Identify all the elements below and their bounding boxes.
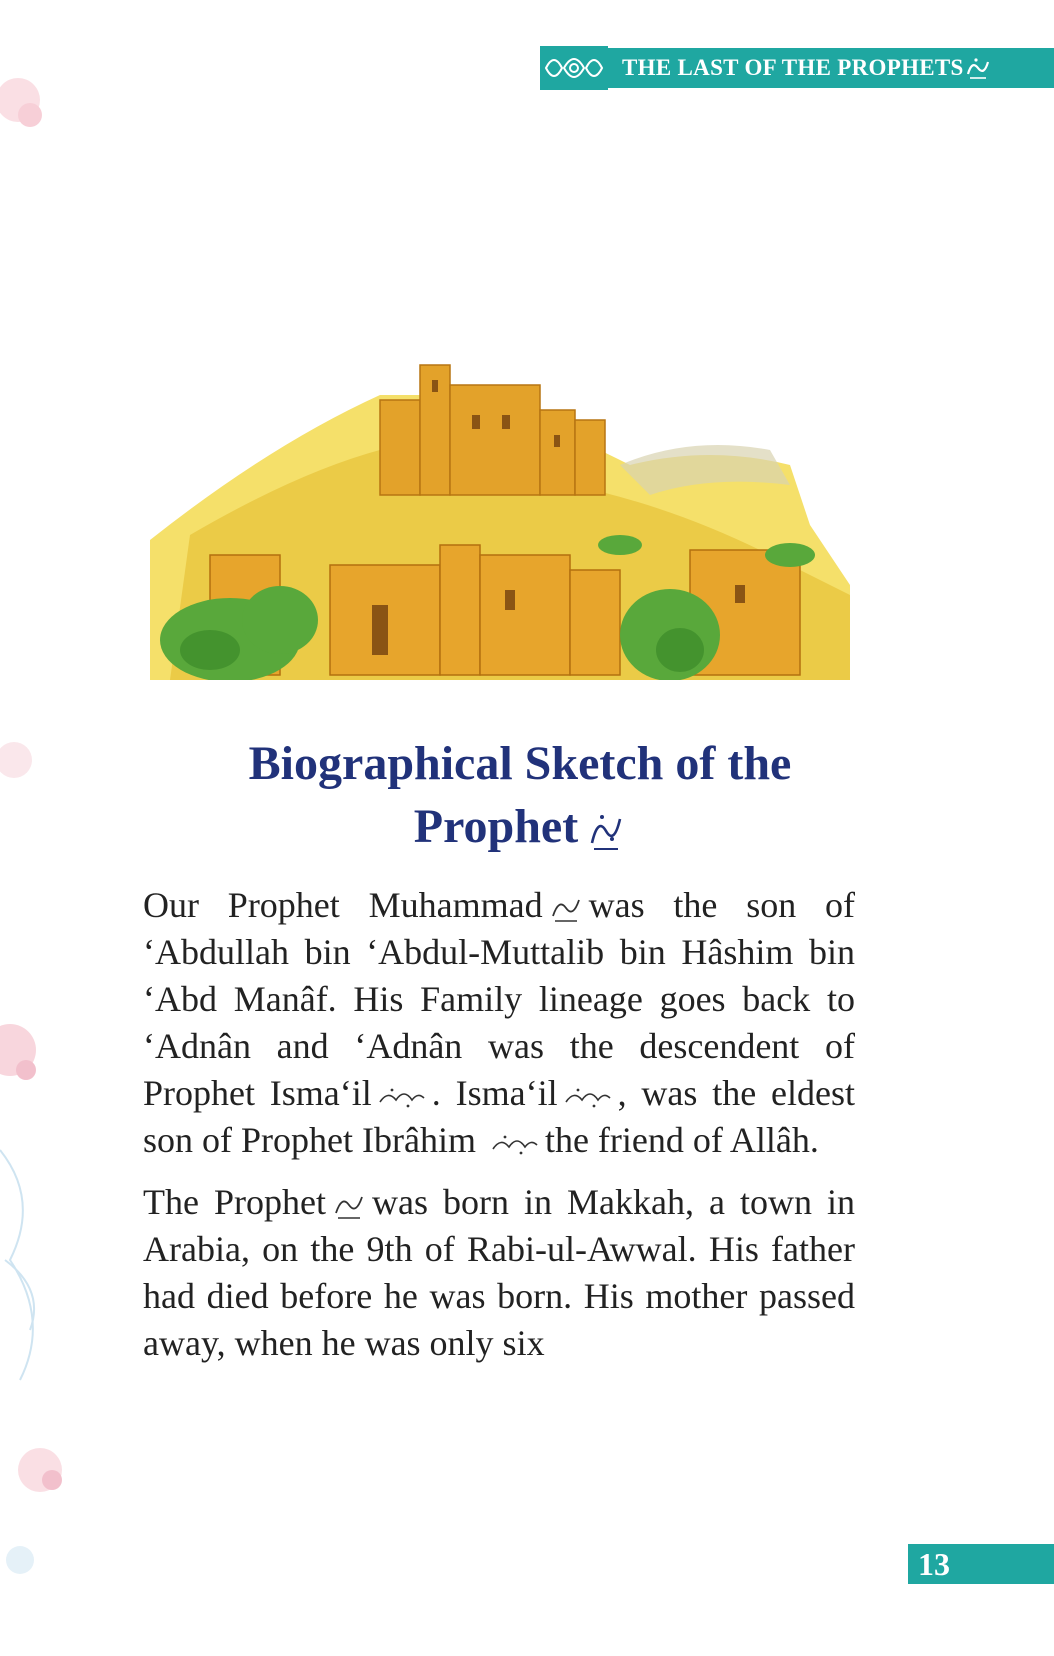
p1-run-3: . Isma‘il [431,1073,558,1113]
arabic-calligraphy-alayhis-salam-icon [491,1131,539,1157]
arabic-calligraphy-seal-icon [586,809,626,853]
p2-run-2: was born in Makkah, a town in Arabia, on the 9th of Rabi-ul-Awwal. His father had died before he was born. His mother passed away, when he was only six [143,1182,855,1363]
fortress-illustration [150,355,850,680]
floral-border-decoration [0,0,90,1656]
arabic-calligraphy-alayhis-salam-icon [564,1084,612,1110]
arabesque-ornament-icon [540,46,608,90]
running-header-title: THE LAST OF THE PROPHETS [622,55,964,80]
p1-run-2: was the son of ‘Abdullah bin ‘Abdul-Muttalib bin Hâshim bin ‘Abd Manâf. His Family lineage goes back to ‘Adnân and ‘Adnân was the descendent of Prophet Isma‘il [143,885,856,1113]
body-text [143,882,855,1382]
arabic-calligraphy-seal-icon [964,54,992,82]
p1-run-4: , was the eldest son of Prophet Ibrâhim [143,1073,855,1160]
arabic-calligraphy-seal-icon [332,1191,366,1221]
p1-run-1: Our Prophet Muhammad [143,885,543,925]
page-number: 13 [918,1546,950,1582]
heading-line-1: Biographical Sketch of the [248,737,792,790]
section-heading [150,732,890,858]
p1-run-5: the friend of Allâh. [544,1120,819,1160]
arabic-calligraphy-seal-icon [549,894,583,924]
heading-prophet-word: Prophet [413,800,579,853]
heading-line-2 [150,795,890,858]
arabic-calligraphy-alayhis-salam-icon [378,1084,426,1110]
p2-run-1: The Prophet [143,1182,326,1222]
paragraph-1 [143,882,855,1164]
paragraph-2 [143,1179,855,1367]
